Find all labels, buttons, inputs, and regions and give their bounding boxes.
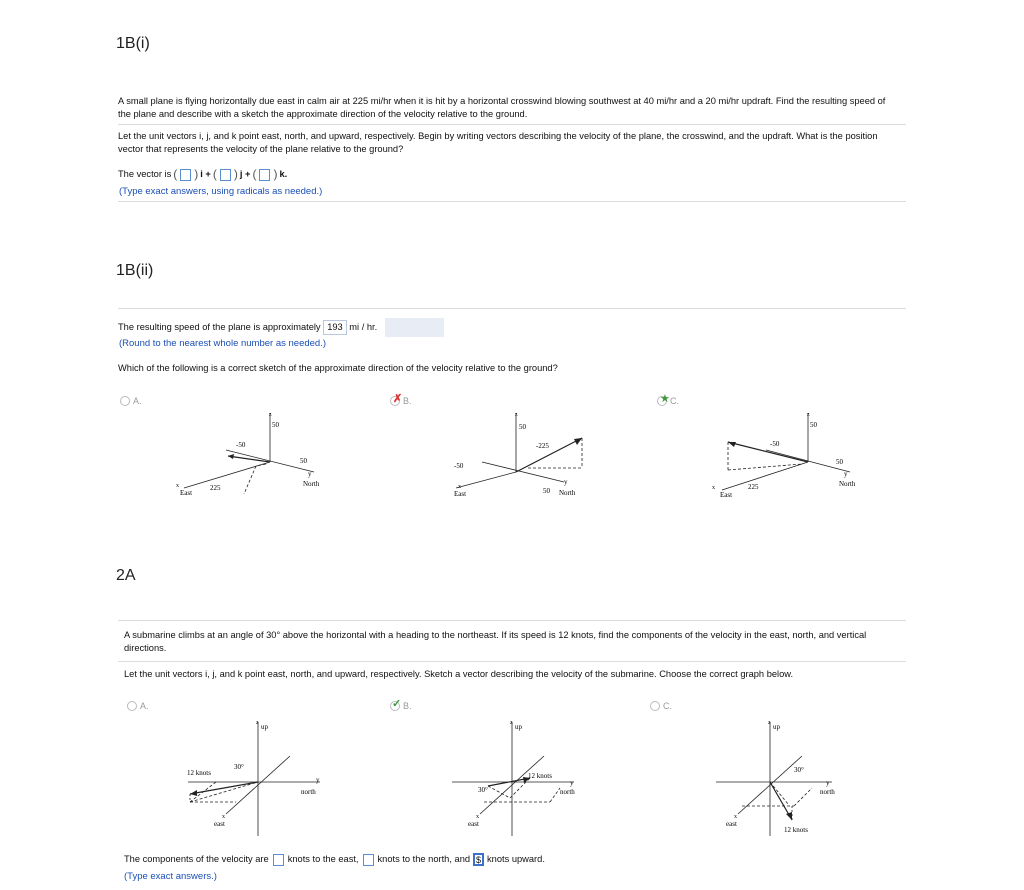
section-title-1b-ii: 1B(ii)	[116, 262, 154, 279]
divider	[118, 661, 906, 662]
axis-label-east: East	[180, 489, 193, 497]
components-answer-row	[124, 853, 724, 866]
knots-label: 12 knots	[528, 772, 552, 780]
radio-button[interactable]	[650, 701, 660, 711]
option-b-1b[interactable]	[390, 393, 412, 406]
components-prefix: The components of the velocity are	[124, 854, 269, 864]
radio-button[interactable]	[120, 396, 130, 406]
axis-label-east: East	[454, 490, 467, 498]
axis-label-x: x	[458, 484, 461, 490]
axis-label-east: east	[468, 820, 479, 828]
hint-2a: (Type exact answers.)	[124, 871, 217, 882]
axis-label-x: x	[476, 814, 479, 820]
axis-label-z: z	[269, 412, 272, 418]
radio-button[interactable]	[127, 701, 137, 711]
axis-label-north: north	[820, 788, 835, 796]
vector-answer-prefix: The vector is	[118, 169, 172, 179]
i-unit-label: i +	[200, 169, 211, 179]
divider	[118, 308, 906, 309]
problem-text-1b: A small plane is flying horizontally due east in calm air at 225 mi/hr when it is hit by a horizontal crosswind blowing southwest at 40 mi/hr and a 20 mi/hr updraft. Find the resulting speed of the plane and describe with a sketch the approximate direction of the velocity relative to the ground.	[118, 96, 886, 119]
k-unit-label: k.	[279, 169, 288, 179]
velocity-vector	[228, 456, 270, 462]
tick-label-50: 50	[272, 421, 279, 429]
option-a-2a[interactable]	[127, 701, 149, 711]
x-axis	[184, 462, 270, 488]
option-c-1b[interactable]	[657, 393, 679, 406]
axis-label-z: z	[510, 720, 513, 726]
dashed-line	[770, 782, 788, 804]
tick-label-m225: -225	[536, 442, 549, 450]
knots-label: 12 knots	[187, 769, 211, 777]
close-paren: )	[233, 167, 238, 181]
instruction-text-2a: Let the unit vectors i, j, and k point east, north, and upward, respectively. Sketch a vector describing the velocity of the submarine. Choose the correct graph below.	[124, 669, 794, 679]
angle-label: 30°	[794, 766, 804, 774]
dashed-line	[728, 464, 802, 470]
vector-answer-row	[118, 168, 518, 181]
angle-label: 30°	[234, 763, 244, 771]
option-label: B.	[403, 396, 412, 406]
axis-label-up: up	[773, 723, 780, 731]
axis-label-x: x	[712, 485, 715, 491]
axis-label-z: z	[807, 412, 810, 418]
close-paren: )	[273, 167, 278, 181]
figure-1b-option-b	[446, 410, 606, 505]
problem-text-2a: A submarine climbs at an angle of 30° above the horizontal with a heading to the northeast. If its speed is 12 knots, find the components of the velocity in the east, north, and vertical directions.	[124, 630, 867, 653]
axis-label-up: up	[515, 723, 522, 731]
option-label: A.	[133, 396, 142, 406]
axis-label-x: x	[734, 814, 737, 820]
arrow-head	[786, 812, 792, 820]
dashed-line	[550, 788, 560, 802]
tick-label-225: 225	[748, 483, 759, 491]
speed-answer-value[interactable]: 193	[323, 320, 347, 335]
open-paren: (	[212, 167, 217, 181]
radio-button[interactable]	[657, 393, 670, 406]
axis-label-y: y	[844, 470, 848, 478]
section-title-1b-i: 1B(i)	[116, 35, 150, 52]
hint-1b-i: (Type exact answers, using radicals as needed.)	[119, 186, 323, 197]
tick-label-m50: -50	[770, 440, 780, 448]
figure-2a-option-b	[440, 714, 590, 839]
question-text-1b-ii: Which of the following is a correct sketch of the approximate direction of the velocity relative to the ground?	[118, 363, 558, 373]
section-title-2a: 2A	[116, 567, 136, 584]
instruction-text-1b: Let the unit vectors i, j, and k point east, north, and upward, respectively. Begin by writing vectors describing the velocity of the plane, the crosswind, and the updraft. What is the position vector that represents the velocity of the plane relative to the ground?	[118, 131, 878, 154]
radio-button[interactable]	[390, 393, 403, 406]
open-paren: (	[252, 167, 257, 181]
tick-label-m50: -50	[236, 441, 246, 449]
option-label: C.	[663, 701, 672, 711]
speed-unit: mi / hr.	[349, 322, 378, 332]
k-component-input[interactable]	[259, 169, 270, 181]
arrow-head	[228, 454, 234, 459]
dashed-line	[488, 786, 510, 798]
y-axis	[482, 462, 564, 482]
figure-1b-option-c	[710, 410, 870, 505]
figure-2a-option-c	[712, 714, 862, 839]
axis-label-z: z	[768, 720, 771, 726]
speed-prefix: The resulting speed of the plane is approximately	[118, 322, 321, 332]
axis-label-x: x	[176, 483, 179, 489]
tick-label-50: 50	[836, 458, 843, 466]
tick-label-50: 50	[543, 487, 550, 495]
correct-star-icon: ★	[660, 393, 670, 405]
axis-label-y: y	[826, 779, 830, 787]
x-axis	[722, 462, 808, 490]
j-component-input[interactable]	[220, 169, 231, 181]
knots-label: 12 knots	[784, 826, 808, 834]
velocity-vector	[728, 442, 808, 462]
correct-check-icon: ✓	[392, 698, 402, 710]
east-label: knots to the east,	[287, 854, 359, 864]
axis-label-north: North	[303, 480, 320, 488]
hint-1b-ii: (Round to the nearest whole number as needed.)	[119, 338, 327, 349]
tick-label-m50: -50	[454, 462, 464, 470]
divider	[118, 124, 906, 125]
axis-label-east: east	[726, 820, 737, 828]
axis-label-x: x	[222, 814, 225, 820]
axis-label-y: y	[564, 478, 568, 486]
incorrect-mark-icon: ✗	[393, 393, 403, 405]
vertical-component-input[interactable]: $	[473, 853, 484, 866]
axis-label-up: up	[261, 723, 268, 731]
option-b-2a[interactable]	[390, 698, 412, 711]
dashed-line	[794, 788, 812, 806]
up-label: knots upward.	[487, 854, 545, 864]
axis-label-north: North	[559, 489, 576, 497]
option-label: C.	[670, 396, 679, 406]
axis-label-y: y	[570, 779, 574, 787]
axis-label-north: north	[560, 788, 575, 796]
divider	[118, 201, 906, 202]
option-label: A.	[140, 701, 149, 711]
tick-label-50: 50	[300, 457, 307, 465]
axis-label-z: z	[515, 412, 518, 418]
axis-label-z: z	[256, 720, 259, 726]
i-component-input[interactable]	[180, 169, 191, 181]
axis-label-y: y	[316, 776, 320, 784]
axis-label-north: North	[839, 480, 856, 488]
divider	[118, 620, 906, 621]
x-axis	[456, 472, 516, 488]
axis-label-y: y	[308, 470, 312, 478]
tick-label-50: 50	[519, 423, 526, 431]
tick-label-50: 50	[810, 421, 817, 429]
axis-label-north: north	[301, 788, 316, 796]
option-a-1b[interactable]	[120, 396, 142, 406]
angle-label: 30°	[478, 786, 488, 794]
figure-1b-option-a	[176, 410, 336, 505]
axis-label-east: east	[214, 820, 225, 828]
speed-answer-row	[118, 320, 458, 335]
j-unit-label: j +	[239, 169, 251, 179]
radio-button[interactable]	[390, 698, 402, 711]
tick-label-225: 225	[210, 484, 221, 492]
east-component-input[interactable]	[273, 854, 284, 866]
axis-label-east: East	[720, 491, 733, 499]
dashed-line	[244, 466, 256, 494]
velocity-vector	[516, 438, 582, 472]
figure-2a-option-a	[180, 714, 330, 839]
option-label: B.	[403, 701, 412, 711]
north-component-input[interactable]	[363, 854, 374, 866]
north-label: knots to the north, and	[377, 854, 471, 864]
arrow-head	[190, 790, 197, 796]
open-paren: (	[173, 167, 178, 181]
arrow-head	[728, 442, 736, 447]
option-c-2a[interactable]	[650, 701, 672, 711]
close-paren: )	[194, 167, 199, 181]
